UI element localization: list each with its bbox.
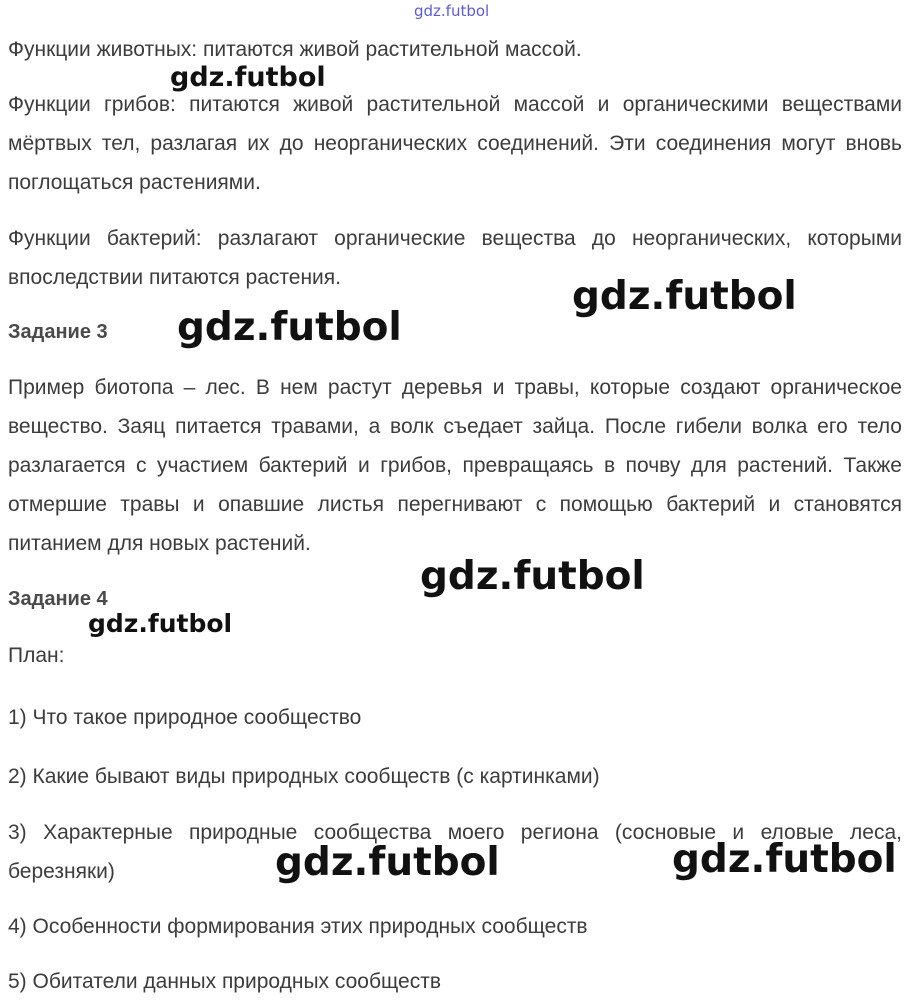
watermark-2: gdz.futbol: [572, 274, 797, 319]
plan-item-3: 3) Характерные природные сообщества моего региона (сосновые и еловые леса, березняки): [8, 821, 902, 883]
plan-item-4: 4) Особенности формирования этих природных сообществ: [8, 915, 588, 938]
task3-paragraph: Пример биотопа – лес. В нем растут деревья и травы, которые создают органическое вещество. Заяц питается травами, а волк съедает зайца. После гибели волка его тело разлагается с участием бактерий и грибов, превращаясь в почву для растений. Также отмершие травы и опавшие листья перегнивают с помощью бактерий и становятся питанием для новых растений.: [8, 376, 902, 555]
task3-heading: Задание 3: [8, 321, 108, 343]
plan-item-2: 2) Какие бывают виды природных сообществ (с картинками): [8, 765, 600, 788]
watermark-4: gdz.futbol: [420, 554, 645, 599]
task4-heading: Задание 4: [8, 588, 108, 610]
watermark-7: gdz.futbol: [672, 837, 897, 882]
header-watermark: gdz.futbol: [414, 2, 490, 20]
plan-item-5: 5) Обитатели данных природных сообществ: [8, 970, 442, 993]
watermark-1: gdz.futbol: [170, 62, 326, 93]
watermark-3: gdz.futbol: [177, 305, 402, 350]
watermark-6: gdz.futbol: [275, 840, 500, 885]
animals-paragraph: Функции животных: питаются живой растительной массой.: [8, 38, 582, 61]
watermark-5: gdz.futbol: [88, 609, 233, 638]
bacteria-paragraph: Функции бактерий: разлагают органические вещества до неорганических, которыми впоследствии питаются растения.: [8, 227, 902, 289]
fungi-paragraph: Функции грибов: питаются живой растительной массой и органическими веществами мёртвых тел, разлагая их до неорганических соединений. Эти соединения могут вновь поглощаться растениями.: [8, 93, 902, 194]
plan-item-1: 1) Что такое природное сообщество: [8, 706, 362, 729]
plan-label: План:: [8, 644, 65, 667]
